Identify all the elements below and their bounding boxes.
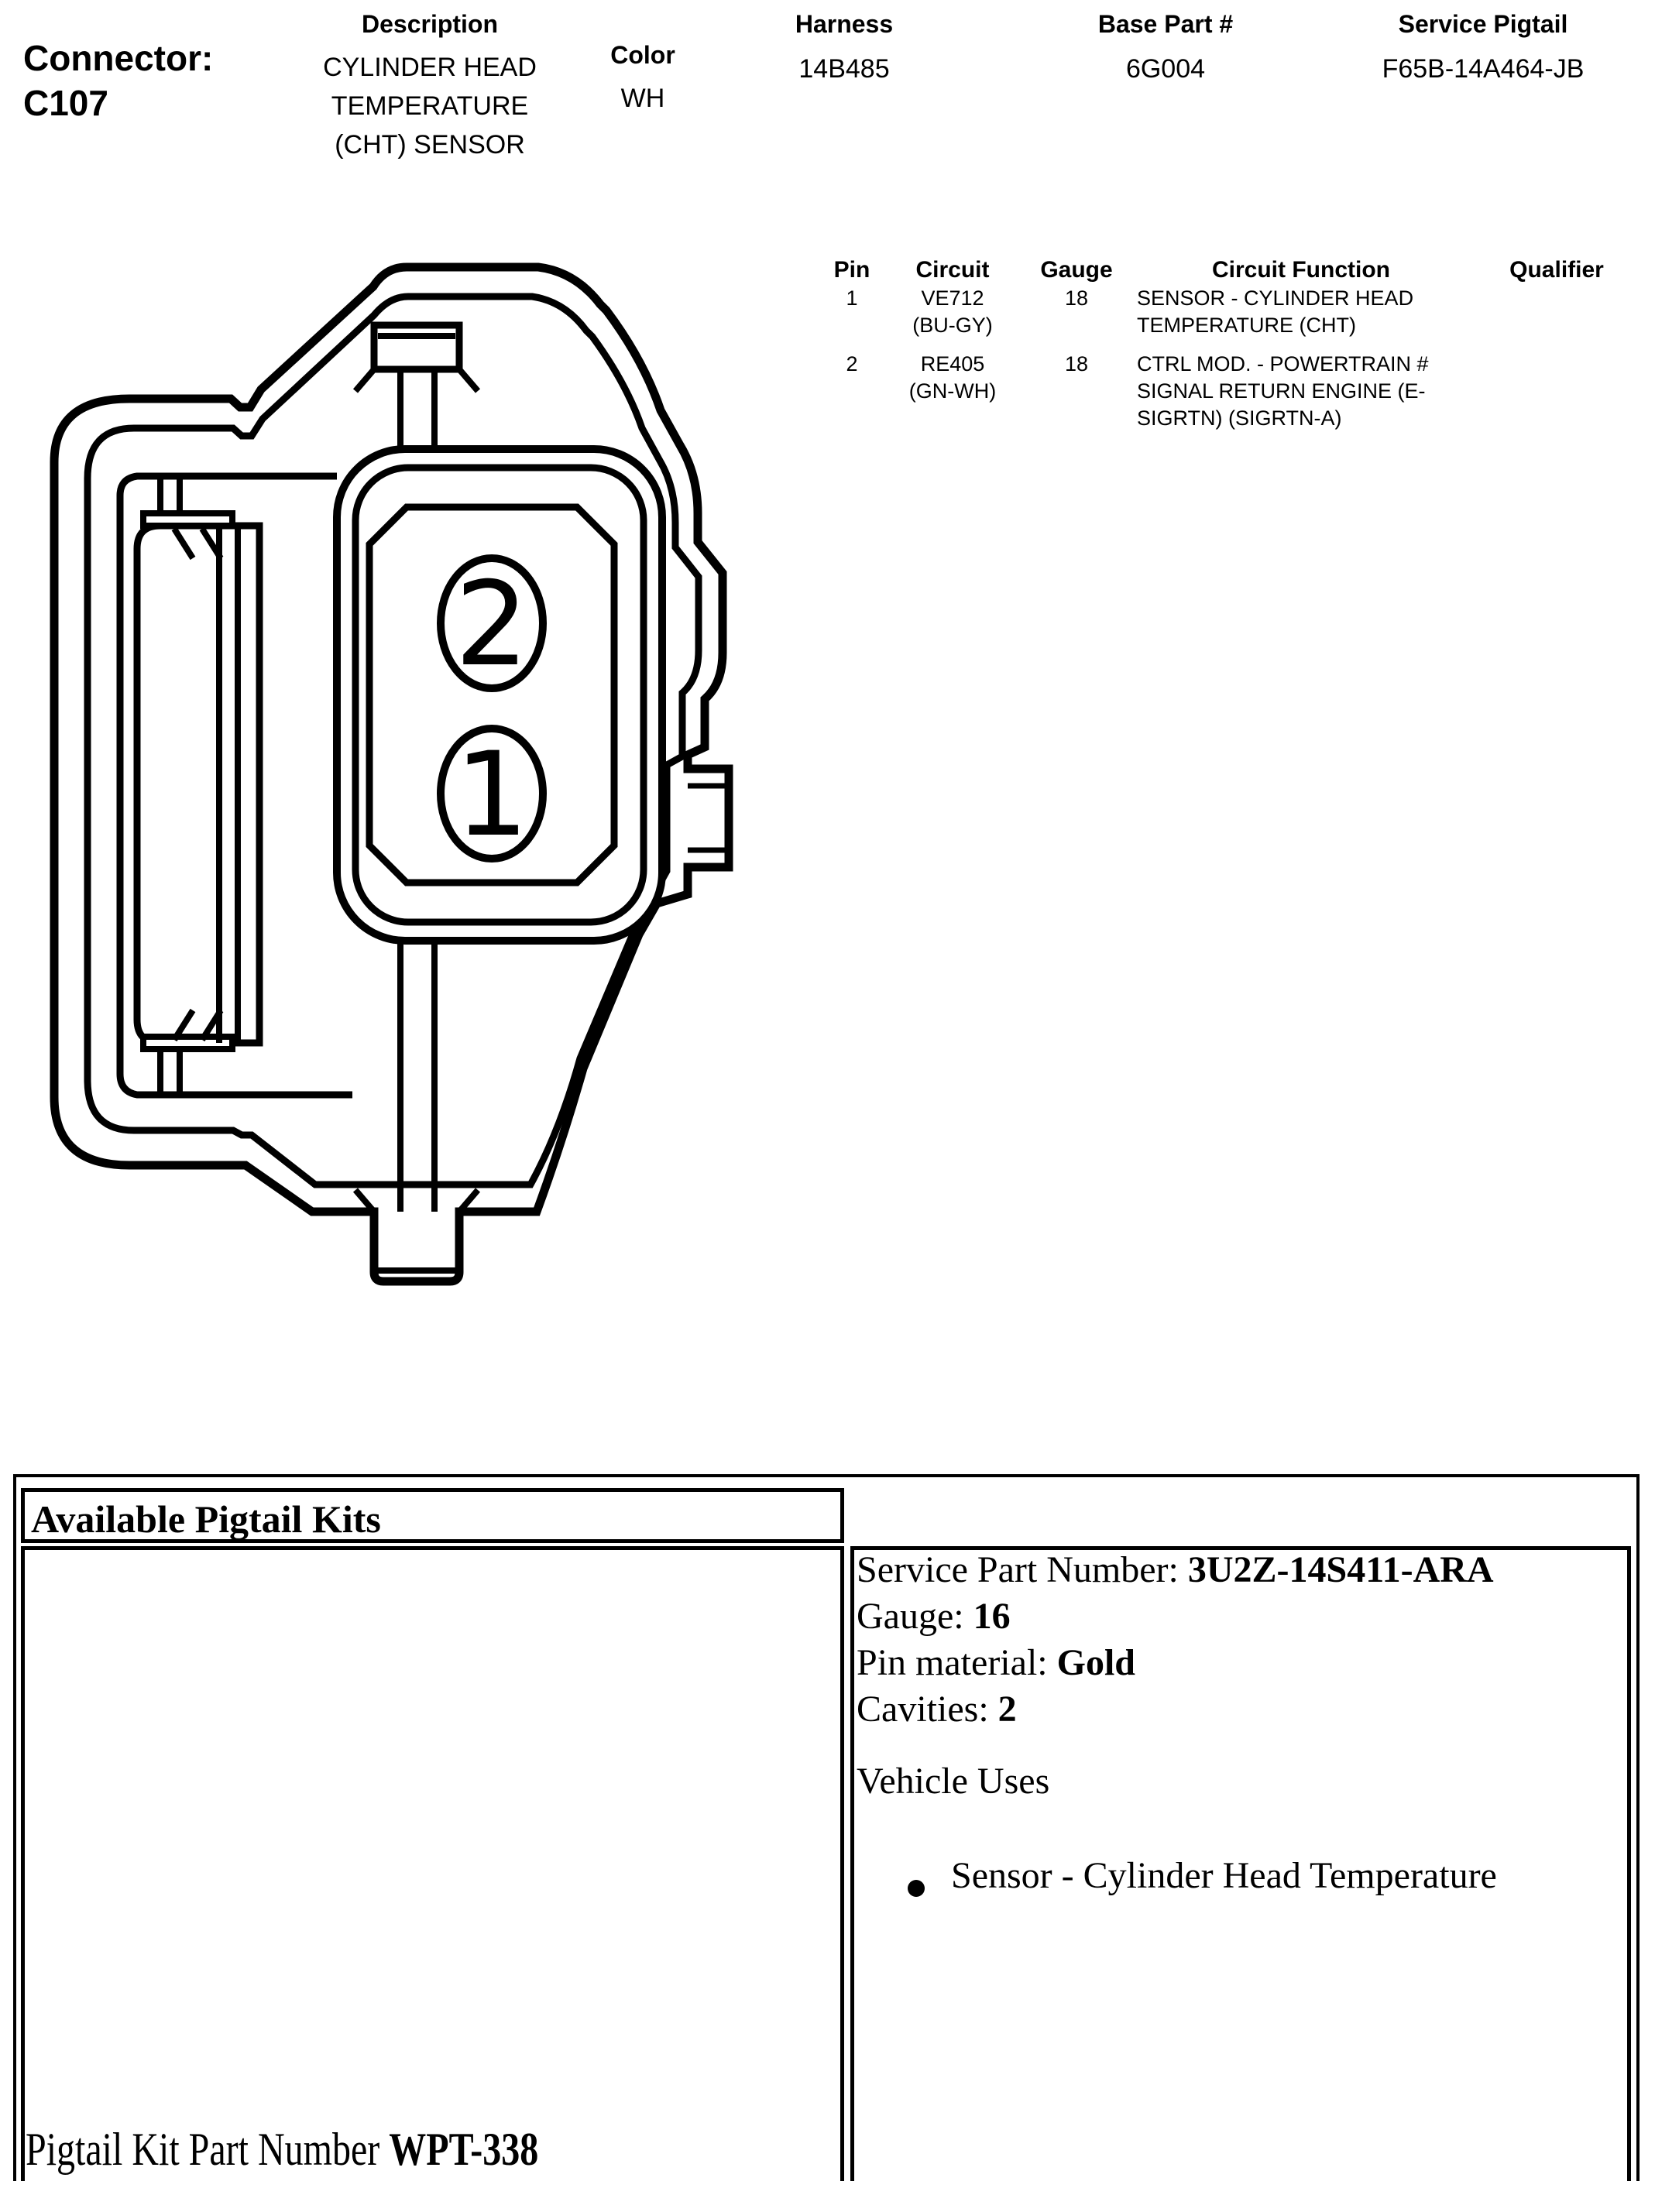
available-pigtail-kits-title: Available Pigtail Kits — [31, 1497, 381, 1541]
connector-label: Connector: — [23, 38, 214, 78]
connector-title — [23, 36, 279, 125]
pin-2-number: 2 — [455, 557, 529, 692]
pigtail-kit-part-value: WPT-338 — [389, 2124, 539, 2175]
base-part-column — [1073, 9, 1258, 88]
service-part-value: 3U2Z-14S411-ARA — [1187, 1549, 1494, 1590]
description-column — [294, 9, 565, 164]
function-line: SIGNAL RETURN ENGINE (E- — [1137, 379, 1426, 403]
base-part-label: Base Part # — [1097, 10, 1234, 38]
pin-table-header-gauge: Gauge — [1040, 257, 1113, 283]
pigtail-kit-part-label: Pigtail Kit Part Number — [26, 2124, 380, 2175]
pin-cell: 2 — [846, 352, 858, 376]
pin-1-number: 1 — [455, 728, 529, 863]
left-bracket-body — [137, 526, 259, 1043]
pin-material-label: Pin material: — [857, 1642, 1048, 1683]
color-label: Color — [610, 41, 675, 69]
function-cell — [1137, 351, 1478, 432]
harness-value: 14B485 — [798, 54, 890, 84]
gauge-value: 16 — [973, 1596, 1011, 1637]
function-line: SIGRTN) (SIGRTN-A) — [1137, 406, 1342, 430]
service-part-number-line — [857, 1548, 1494, 1591]
service-pigtail-value: F65B-14A464-JB — [1382, 54, 1585, 84]
function-line: SENSOR - CYLINDER HEAD — [1137, 286, 1414, 310]
vehicle-uses-heading: Vehicle Uses — [857, 1761, 1050, 1802]
available-pigtail-kits-box — [21, 1488, 844, 1543]
color-column — [585, 40, 701, 118]
cavities-line — [857, 1688, 1017, 1730]
gauge-cell: 18 — [1064, 352, 1089, 376]
circuit-cell — [898, 351, 1007, 405]
circuit-code: RE405 — [920, 352, 985, 376]
pin-table-header-qualifier: Qualifier — [1509, 257, 1604, 283]
harness-label: Harness — [795, 10, 894, 38]
vehicle-use-text: Sensor - Cylinder Head Temperature — [951, 1855, 1497, 1896]
pin-cell: 1 — [846, 286, 858, 310]
function-line: CTRL MOD. - POWERTRAIN # — [1137, 352, 1429, 376]
left-bracket-top-bar — [143, 513, 232, 526]
base-part-value: 6G004 — [1125, 54, 1206, 84]
pin-material-line — [857, 1641, 1135, 1684]
description-line-1: CYLINDER HEAD — [323, 53, 537, 82]
pin-table-header-pin: Pin — [833, 257, 870, 283]
circuit-color: (BU-GY) — [912, 314, 993, 337]
cavities-label: Cavities: — [857, 1689, 989, 1730]
harness-column — [763, 9, 925, 88]
description-label: Description — [361, 10, 499, 38]
description-line-2: TEMPERATURE — [331, 91, 529, 121]
gauge-cell: 18 — [1064, 286, 1089, 310]
function-cell — [1137, 285, 1478, 339]
pin-table-header-circuit: Circuit — [915, 257, 990, 283]
service-part-label: Service Part Number: — [857, 1549, 1179, 1590]
circuit-code: VE712 — [921, 286, 984, 310]
connector-id: C107 — [23, 83, 108, 123]
gauge-line — [857, 1595, 1011, 1638]
circuit-cell — [898, 285, 1007, 339]
pin-material-value: Gold — [1056, 1642, 1135, 1683]
description-line-3: (CHT) SENSOR — [335, 130, 525, 159]
pigtail-kit-part-number-line — [26, 2123, 538, 2176]
top-key-tab — [374, 325, 459, 369]
color-value: WH — [620, 84, 665, 113]
service-pigtail-column — [1363, 9, 1603, 88]
circuit-color: (GN-WH) — [908, 379, 997, 403]
gauge-label: Gauge: — [857, 1596, 964, 1637]
connector-diagram — [43, 252, 817, 1289]
service-pigtail-label: Service Pigtail — [1398, 10, 1568, 38]
cavities-value: 2 — [997, 1689, 1017, 1730]
pigtail-kit-panel — [21, 1546, 844, 2181]
pin-table-header-function: Circuit Function — [1212, 257, 1390, 283]
bullet-icon — [908, 1880, 925, 1897]
function-line: TEMPERATURE (CHT) — [1137, 314, 1356, 337]
